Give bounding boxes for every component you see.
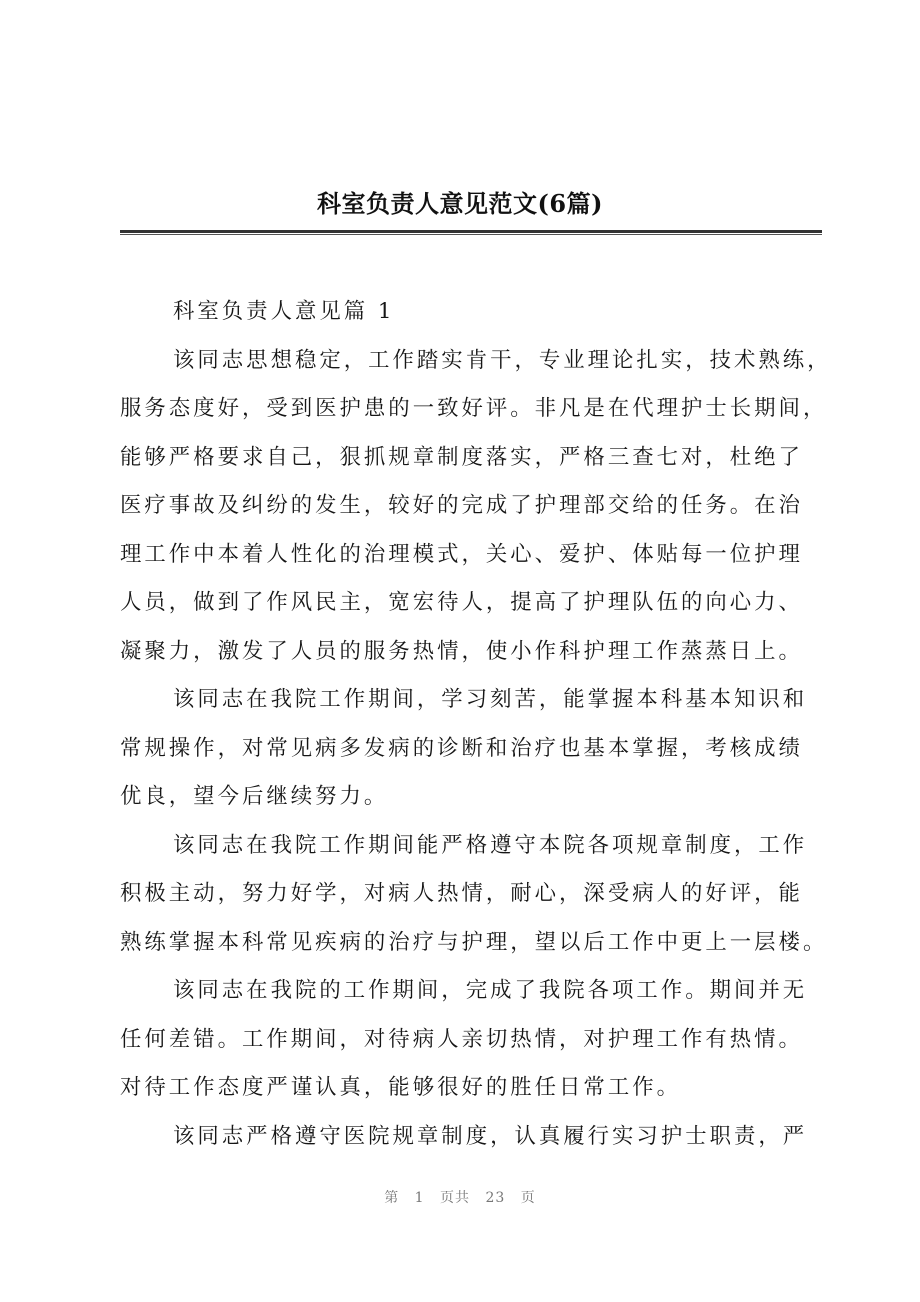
title-double-rule	[120, 230, 822, 235]
text-line: 能够严格要求自己，狠抓规章制度落实，严格三查七对，杜绝了	[120, 444, 803, 470]
text-line: 积极主动，努力好学，对病人热情，耐心，深受病人的好评，能	[120, 881, 803, 906]
document-title: 科室负责人意见范文(6篇)	[317, 189, 603, 218]
text-line: 该同志在我院的工作期间，完成了我院各项工作。期间并无	[173, 978, 808, 1003]
text-line: 该同志严格遵守医院规章制度，认真履行实习护士职责，严	[173, 1123, 808, 1149]
text-line: 熟练掌握本科常见疾病的治疗与护理，望以后工作中更上一层楼。	[120, 929, 828, 955]
text-line: 人员，做到了作风民主，宽宏待人，提高了护理队伍的向心力、	[120, 590, 803, 615]
text-line: 医疗事故及纠纷的发生，较好的完成了护理部交给的任务。在治	[120, 493, 803, 518]
text-line: 该同志在我院工作期间，学习刻苦，能掌握本科基本知识和	[173, 687, 808, 712]
text-line: 对待工作态度严谨认真，能够很好的胜任日常工作。	[120, 1075, 681, 1100]
page-label-suffix: 页	[520, 1190, 536, 1206]
text-line: 凝聚力，激发了人员的服务热情，使小作科护理工作蒸蒸日上。	[120, 638, 803, 664]
page-label-mid: 页共	[440, 1190, 471, 1206]
text-line: 该同志思想稳定，工作踏实肯干，专业理论扎实，技术熟练，	[173, 347, 832, 373]
text-line: 常规操作，对常见病多发病的诊断和治疗也基本掌握，考核成绩	[120, 735, 803, 761]
section-heading: 科室负责人意见篇 1	[173, 299, 395, 324]
text-line: 理工作中本着人性化的治理模式，关心、爱护、体贴每一位护理	[120, 541, 803, 567]
text-line: 优良，望今后继续努力。	[120, 784, 389, 809]
page-footer	[0, 1187, 920, 1207]
page-label-prefix: 第	[384, 1190, 400, 1206]
rule-thin-line	[120, 234, 822, 235]
text-line: 服务态度好，受到医护患的一致好评。非凡是在代理护士长期间，	[120, 396, 828, 421]
text-line: 任何差错。工作期间，对待病人亲切热情，对护理工作有热情。	[120, 1026, 803, 1052]
text-line: 该同志在我院工作期间能严格遵守本院各项规章制度，工作	[173, 832, 808, 858]
document-body	[120, 294, 840, 1167]
current-page-number: 1	[414, 1190, 425, 1206]
total-pages: 23	[485, 1190, 506, 1206]
